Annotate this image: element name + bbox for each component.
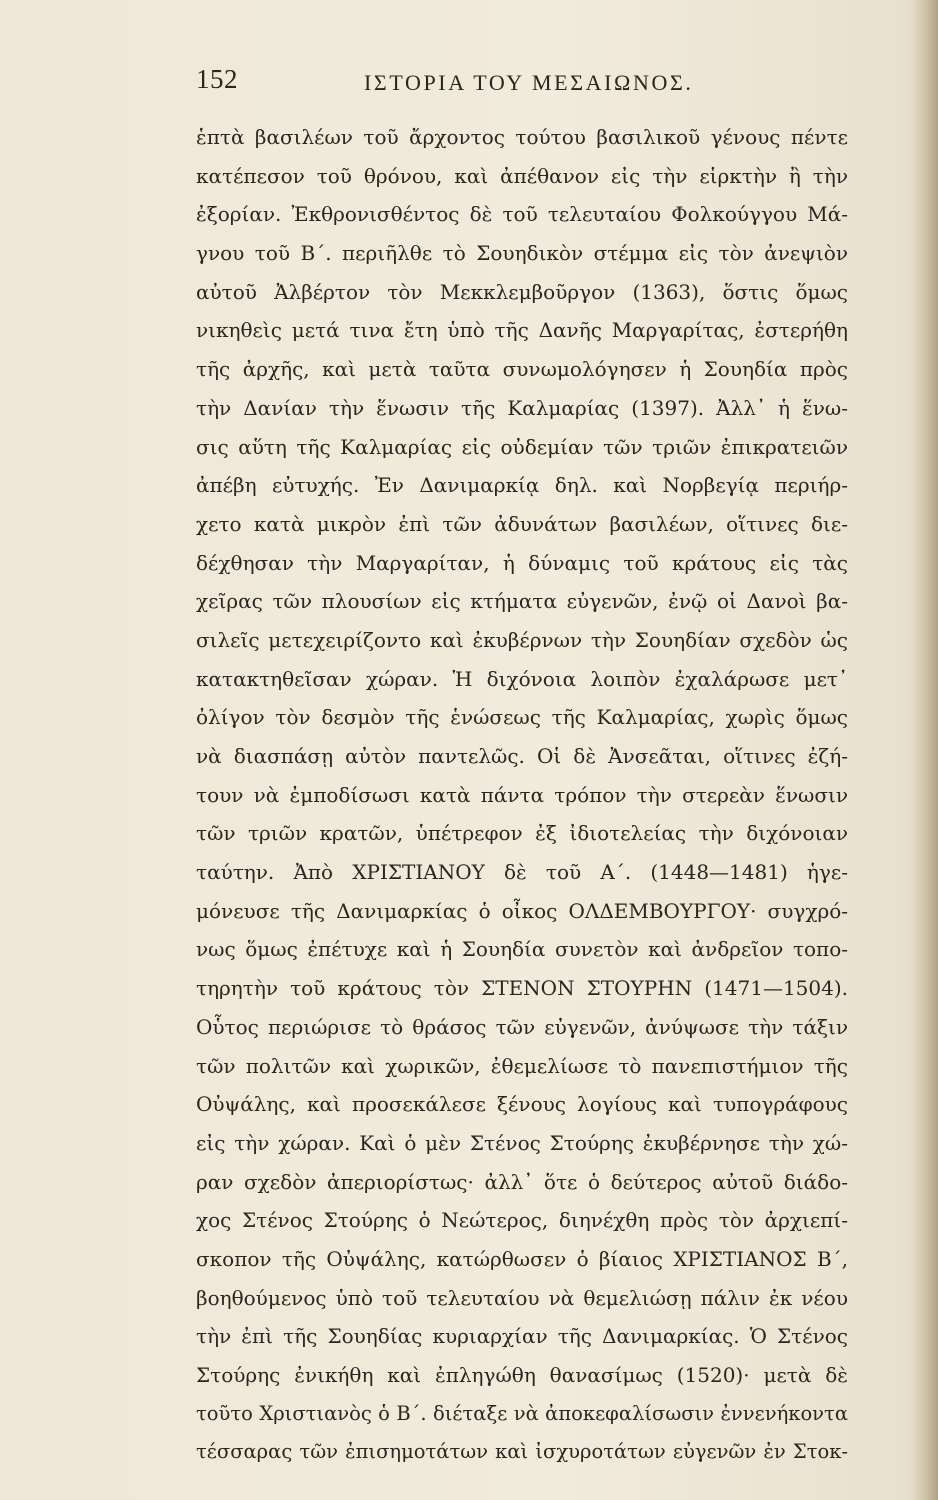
- text-line: κατέπεσον τοῦ θρόνου, καὶ ἀπέθανον εἰς τὴν εἱρκτὴν ἢ τὴν: [196, 163, 848, 188]
- text-line: ἐξορίαν. Ἐκθρονισθέντος δὲ τοῦ τελευταίου Φολκούγγου Μά-: [196, 202, 848, 227]
- text-line: γνου τοῦ Β΄. περιῆλθε τὸ Σουηδικὸν στέμμα εἰς τὸν ἀνεψιὸν: [196, 241, 848, 266]
- text-line: Οὐψάλης, καὶ προσεκάλεσε ξένους λογίους καὶ τυπογράφους: [196, 1092, 848, 1117]
- text-line: χετο κατὰ μικρὸν ἐπὶ τῶν ἀδυνάτων βασιλέων, οἵτινες διε-: [196, 511, 848, 536]
- text-line: ὀλίγον τὸν δεσμὸν τῆς ἑνώσεως τῆς Καλμαρίας, χωρὶς ὅμως: [196, 705, 848, 730]
- text-line: τηρητὴν τοῦ κράτους τὸν ΣΤΕΝΟΝ ΣΤΟΥΡΗΝ (1471—1504).: [196, 976, 848, 1001]
- text-line: τουν νὰ ἐμποδίσωσι κατὰ πάντα τρόπον τὴν στερεὰν ἕνωσιν: [196, 782, 848, 807]
- text-line: σις αὕτη τῆς Καλμαρίας εἰς οὐδεμίαν τῶν τριῶν ἐπικρατειῶν: [196, 434, 848, 459]
- text-line: ραν σχεδὸν ἀπεριορίστως· ἀλλ᾽ ὅτε ὁ δεύτερος αὐτοῦ διάδο-: [196, 1169, 848, 1194]
- text-line: ἀπέβη εὐτυχής. Ἐν Δανιμαρκίᾳ δηλ. καὶ Νορβεγίᾳ περιήρ-: [196, 473, 848, 498]
- page-header: [196, 64, 846, 104]
- text-line: τοῦτο Χριστιανὸς ὁ Β΄. διέταξε νὰ ἀποκεφαλίσωσιν ἐννενήκοντα: [196, 1401, 848, 1425]
- text-line: ἑπτὰ βασιλέων τοῦ ἄρχοντος τούτου βασιλικοῦ γένους πέντε: [196, 125, 848, 149]
- text-line: κατακτηθεῖσαν χώραν. Ἡ διχόνοια λοιπὸν ἐχαλάρωσε μετ᾽: [196, 666, 848, 691]
- text-line: βοηθούμενος ὑπὸ τοῦ τελευταίου νὰ θεμελιώσῃ πάλιν ἐκ νέου: [196, 1285, 848, 1310]
- text-line: τῆς ἀρχῆς, καὶ μετὰ ταῦτα συνωμολόγησεν ἡ Σουηδία πρὸς: [196, 357, 848, 382]
- body-text: [196, 118, 848, 1472]
- text-line: ταύτην. Ἀπὸ ΧΡΙΣΤΙΑΝΟΥ δὲ τοῦ Α΄. (1448—1481) ἡγε-: [196, 860, 848, 885]
- text-line: τὴν ἐπὶ τῆς Σουηδίας κυριαρχίαν τῆς Δανιμαρκίας. Ὁ Στένος: [196, 1324, 848, 1349]
- text-line: νὰ διασπάσῃ αὐτὸν παντελῶς. Οἱ δὲ Ἀνσεᾶται, οἵτινες ἐζή-: [196, 744, 848, 768]
- text-line: νως ὅμως ἐπέτυχε καὶ ἡ Σουηδία συνετὸν καὶ ἀνδρεῖον τοπο-: [196, 937, 848, 962]
- text-line: τῶν πολιτῶν καὶ χωρικῶν, ἐθεμελίωσε τὸ πανεπιστήμιον τῆς: [196, 1053, 848, 1078]
- text-line: τῶν τριῶν κρατῶν, ὑπέτρεφον ἐξ ἰδιοτελείας τὴν διχόνοιαν: [196, 821, 848, 846]
- text-line: αὐτοῦ Ἀλβέρτον τὸν Μεκκλεμβοῦργον (1363), ὅστις ὅμως: [196, 279, 848, 304]
- text-line: Στούρης ἐνικήθη καὶ ἐπληγώθη θανασίμως (1520)· μετὰ δὲ: [196, 1363, 848, 1387]
- page-edge-shadow: [912, 0, 938, 1500]
- running-title: ΙΣΤΟΡΙΑ ΤΟΥ ΜΕΣΑΙΩΝΟΣ.: [364, 70, 694, 95]
- text-line: δέχθησαν τὴν Μαργαρίταν, ἡ δύναμις τοῦ κράτους εἰς τὰς: [196, 550, 848, 575]
- text-line: νικηθεὶς μετά τινα ἔτη ὑπὸ τῆς Δανῆς Μαργαρίτας, ἐστερήθη: [196, 318, 848, 343]
- text-line: χος Στένος Στούρης ὁ Νεώτερος, διηνέχθη πρὸς τὸν ἀρχιεπί-: [196, 1208, 848, 1233]
- text-line: μόνευσε τῆς Δανιμαρκίας ὁ οἶκος ΟΛΔΕΜΒΟΥΡΓΟΥ· συγχρό-: [196, 898, 848, 923]
- text-line: εἰς τὴν χώραν. Καὶ ὁ μὲν Στένος Στούρης ἐκυβέρνησε τὴν χώ-: [196, 1130, 848, 1155]
- text-line: χεῖρας τῶν πλουσίων εἰς κτήματα εὐγενῶν, ἐνῷ οἱ Δανοὶ βα-: [196, 589, 848, 614]
- text-line: τέσσαρας τῶν ἐπισημοτάτων καὶ ἰσχυροτάτων εὐγενῶν ἐν Στοκ-: [196, 1440, 848, 1464]
- text-line: Οὗτος περιώρισε τὸ θράσος τῶν εὐγενῶν, ἀνύψωσε τὴν τάξιν: [196, 1014, 848, 1039]
- text-line: σιλεῖς μετεχειρίζοντο καὶ ἐκυβέρνων τὴν Σουηδίαν σχεδὸν ὡς: [196, 627, 848, 652]
- page-number: 152: [196, 64, 238, 94]
- text-line: σκοπον τῆς Οὐψάλης, κατώρθωσεν ὁ βίαιος ΧΡΙΣΤΙΑΝΟΣ Β΄,: [196, 1246, 848, 1271]
- text-line: τὴν Δανίαν τὴν ἕνωσιν τῆς Καλμαρίας (1397). Ἀλλ᾽ ἡ ἕνω-: [196, 395, 848, 420]
